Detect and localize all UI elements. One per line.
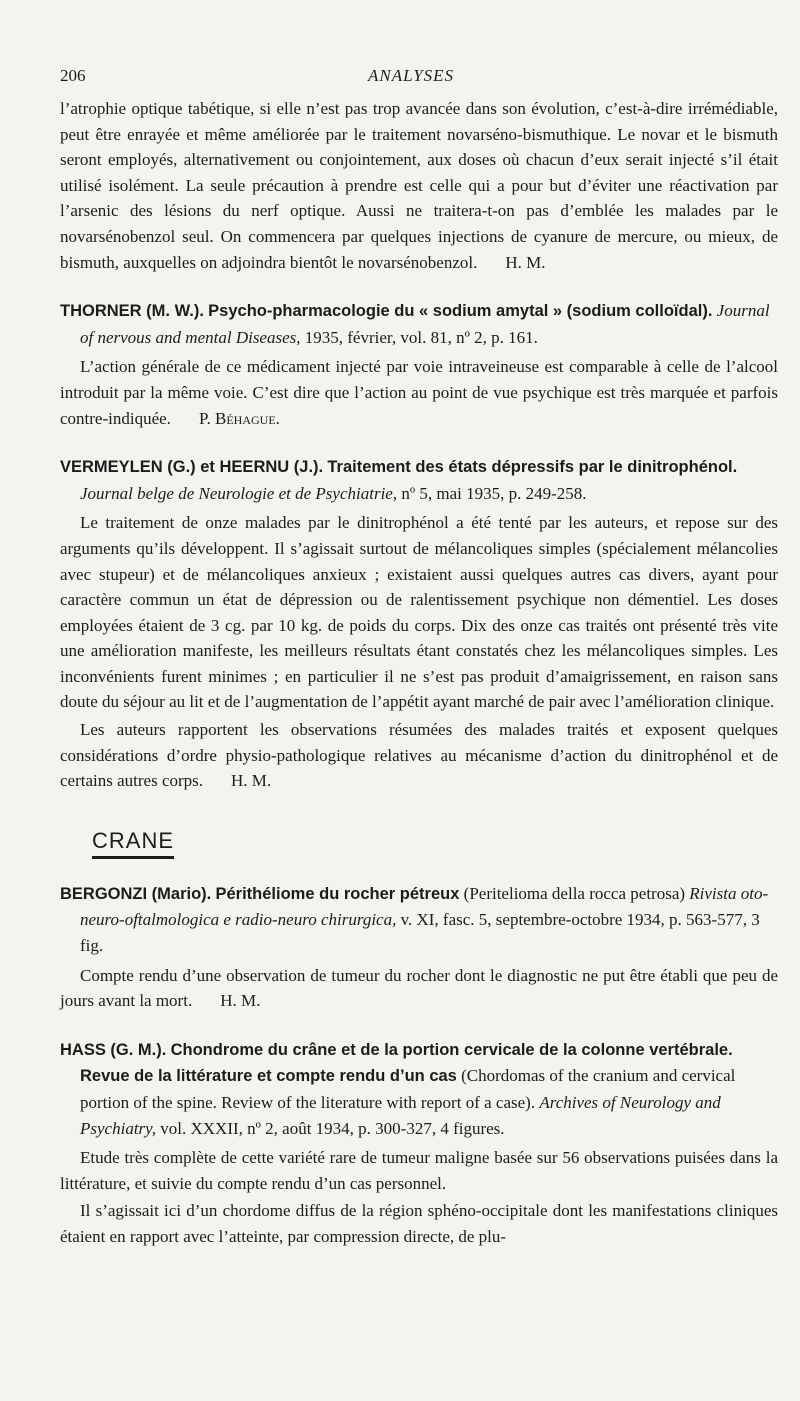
entry-title: Traitement des états dépressifs par le dinitrophénol. <box>327 458 738 477</box>
entry-abstract: Le traitement de onze malades par le dinitrophénol a été tenté par les auteurs, et repose sur des arguments qu’ils développent. Il s’agissait surtout de mélancoliques simples (spécialement mélancolies avec stupeur) et de mélancoliques anxieux ; existaient aussi quelques autres cas divers, ayant pour caractère commun un état de dépression ou de ralentissement psychique non démentiel. Les doses employées étaient de 3 cg. par 10 kg. de poids du corps. Dix des onze cas traités ont présenté très vite une amélioration manifeste, les meilleurs résultats étant constatés chez les mélancoliques simples. Les inconvénients furent minimes ; en particulier il ne s’est pas produit d’amaigrissement, en raison sans doute du séjour au lit et de l’augmentation de l’appétit ayant marché de pair avec l’amélioration clinique. <box>60 513 778 712</box>
entry-abstract: Etude très complète de cette variété rare de tumeur maligne basée sur 56 observations puisées dans la littérature, et suivie du compte rendu d’un cas personnel. <box>60 1148 778 1193</box>
review-entry-thorner <box>60 298 778 431</box>
page-number: 206 <box>60 66 86 85</box>
entry-author: BERGONZI (Mario). <box>60 884 212 903</box>
entry-reference <box>60 454 778 506</box>
review-entry-hass <box>60 1037 778 1250</box>
entry-author: THORNER (M. W.). <box>60 302 204 321</box>
intro-signature: H. M. <box>505 252 546 272</box>
entry-journal: Archives of Neurology and Psychiatry, <box>80 1093 721 1138</box>
section-heading-crane: CRANE <box>92 828 174 859</box>
section-title: ANALYSES <box>368 66 455 85</box>
entry-abstract <box>60 354 778 431</box>
entry-abstract: Il s’agissait ici d’un chordome diffus de la région sphéno-occipitale dont les manifestations cliniques étaient en rapport avec l’atteinte, par compression directe, de plu- <box>60 1201 778 1246</box>
review-entry-vermeylen <box>60 454 778 794</box>
page-body <box>60 96 778 1250</box>
entry-details: 1935, février, vol. 81, nº 2, p. 161. <box>304 327 538 347</box>
entry-text: L’action générale de ce médicament injecté par voie intraveineuse est comparable à celle de l’alcool introduit par la même voie. C’est dire que l’action au point de vue psychique est très marquée et parfois contre-indiquée. <box>60 357 778 428</box>
entry-reference <box>60 298 778 350</box>
entry-subtitle: (Chordomas of the cranium and cervical portion of the spine. Review of the literature with report of a case). <box>80 1066 736 1112</box>
entry-details: vol. XXXII, nº 2, août 1934, p. 300-327, 4 figures. <box>160 1118 505 1138</box>
entry-text: Compte rendu d’une observation de tumeur du rocher dont le diagnostic ne put être établi que peu de jours avant la mort. <box>60 965 778 1011</box>
entry-reference <box>60 1037 778 1141</box>
entry-details: v. XI, fasc. 5, septembre-octobre 1934, p. 563-577, 3 fig. <box>80 910 760 956</box>
entry-journal: Journal of nervous and mental Diseases, <box>80 301 770 347</box>
entry-text: Les auteurs rapportent les observations résumées des malades traités et exposent quelques considérations d’ordre physio-pathologique relatives au mécanisme d’action du dinitrophénol et de certains autres corps. <box>60 720 778 791</box>
entry-abstract <box>60 963 778 1014</box>
entry-title: Psycho-pharmacologie du « sodium amytal » (sodium colloïdal). <box>208 302 713 321</box>
entry-title: Chondrome du crâne et de la portion cervicale de la colonne vertébrale. Revue de la littérature et compte rendu d’un cas <box>80 1040 733 1086</box>
entry-subtitle: (Peritelioma della rocca petrosa) <box>463 883 686 903</box>
intro-text: l’atrophie optique tabétique, si elle n’est pas trop avancée dans son évolution, c’est-à-dire irrémédiable, peut être enrayée et même améliorée par le traitement novarséno-bismuthique. Le novar et le bismuth seront employés, alternativement ou conjointement, aux doses où chacun d’eux serait injecté s’il était utilisé isolément. La seule précaution à prendre est celle qui a pour but d’éviter une réactivation par l’arsenic des lésions du nerf optique. Aussi ne traitera-t-on pas d’emblée les malades par le novarsénobenzol seul. On commencera par quelques injections de cyanure de mercure, ou mieux, de bismuth, auxquelles on adjoindra bientôt le novarsénobenzol. <box>60 99 778 272</box>
entry-journal: Journal belge de Neurologie et de Psychiatrie, <box>80 483 398 503</box>
intro-paragraph <box>60 96 778 275</box>
entry-abstract <box>60 717 778 794</box>
entry-reference <box>60 881 778 959</box>
entry-author: VERMEYLEN (G.) et HEERNU (J.). <box>60 458 324 477</box>
entry-signature: H. M. <box>231 771 272 791</box>
entry-journal: Rivista oto-neuro-oftalmologica e radio-neuro chirurgica, <box>80 883 769 930</box>
entry-signature: H. M. <box>220 991 261 1011</box>
review-entry-bergonzi <box>60 881 778 1014</box>
entry-signature: P. Béhague. <box>198 408 280 428</box>
entry-title: Périthéliome du rocher pétreux <box>215 884 460 903</box>
running-head <box>60 66 780 90</box>
entry-author: HASS (G. M.). <box>60 1040 167 1059</box>
entry-details: nº 5, mai 1935, p. 249-258. <box>401 483 587 503</box>
